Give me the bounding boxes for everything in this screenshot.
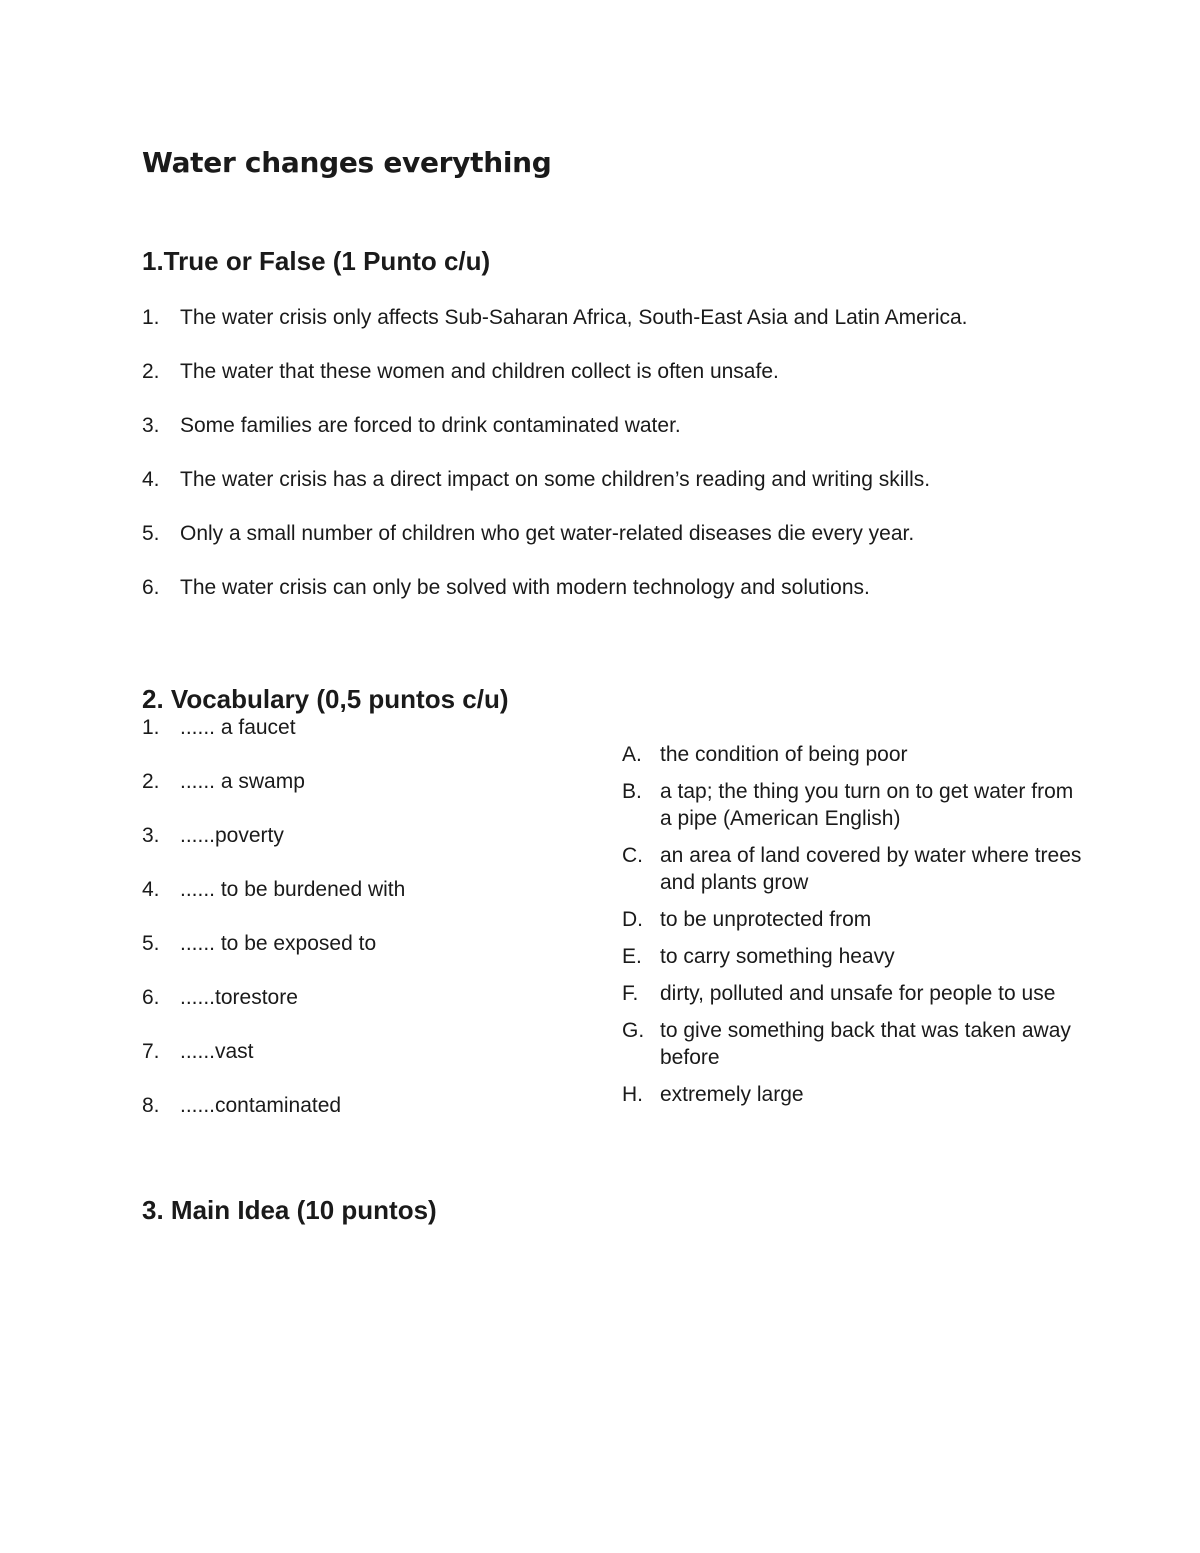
- page-title: Water changes everything: [142, 146, 552, 179]
- definition-letter: F.: [622, 982, 639, 1005]
- item-number: 2.: [142, 360, 160, 383]
- item-text: The water crisis has a direct impact on some children’s reading and writing skills.: [180, 468, 931, 491]
- definition-letter: B.: [622, 780, 642, 803]
- true-false-item: [142, 304, 1002, 331]
- vocabulary-term: [142, 1092, 562, 1119]
- term-text: ...... a swamp: [180, 770, 305, 793]
- item-number: 1.: [142, 306, 160, 329]
- definition-letter: G.: [622, 1019, 645, 1042]
- term-text: ...... to be burdened with: [180, 878, 406, 901]
- true-false-item: [142, 412, 1002, 439]
- term-number: 6.: [142, 986, 160, 1009]
- term-text: ...... a faucet: [180, 716, 296, 739]
- item-text: The water that these women and children collect is often unsafe.: [180, 360, 779, 383]
- term-number: 7.: [142, 1040, 160, 1063]
- term-text: ......poverty: [180, 824, 284, 847]
- vocabulary-term: [142, 930, 562, 957]
- definition-text: to give something back that was taken away before: [660, 1019, 1071, 1069]
- term-text: ...... to be exposed to: [180, 932, 377, 955]
- true-false-item: [142, 466, 1002, 493]
- definition-text: a tap; the thing you turn on to get water from a pipe (American English): [660, 780, 1074, 830]
- definition-letter: C.: [622, 844, 643, 867]
- vocabulary-definition: [622, 980, 1082, 1007]
- vocabulary-definition: [622, 842, 1082, 896]
- definition-text: dirty, polluted and unsafe for people to use: [660, 982, 1056, 1005]
- definition-letter: D.: [622, 908, 643, 931]
- term-number: 3.: [142, 824, 160, 847]
- definition-text: to carry something heavy: [660, 945, 895, 968]
- definition-text: an area of land covered by water where trees and plants grow: [660, 844, 1082, 894]
- vocabulary-term: [142, 984, 562, 1011]
- true-false-list: [142, 304, 1002, 628]
- term-number: 5.: [142, 932, 160, 955]
- definition-text: to be unprotected from: [660, 908, 872, 931]
- main-idea-heading: 3. Main Idea (10 puntos): [142, 1195, 437, 1225]
- vocabulary-definition: [622, 778, 1082, 832]
- term-number: 1.: [142, 716, 160, 739]
- vocabulary-term: [142, 822, 562, 849]
- definition-letter: H.: [622, 1083, 643, 1106]
- true-false-item: [142, 520, 1002, 547]
- item-number: 3.: [142, 414, 160, 437]
- vocabulary-definition: [622, 906, 1082, 933]
- vocabulary-definition: [622, 1017, 1082, 1071]
- vocabulary-definition: [622, 943, 1082, 970]
- term-text: ......contaminated: [180, 1094, 342, 1117]
- definition-text: the condition of being poor: [660, 743, 908, 766]
- item-number: 5.: [142, 522, 160, 545]
- item-text: The water crisis can only be solved with modern technology and solutions.: [180, 576, 870, 599]
- definition-letter: E.: [622, 945, 642, 968]
- item-text: Only a small number of children who get water-related diseases die every year.: [180, 522, 915, 545]
- term-text: ......torestore: [180, 986, 298, 1009]
- item-text: The water crisis only affects Sub-Saharan Africa, South-East Asia and Latin America.: [180, 306, 968, 329]
- definition-letter: A.: [622, 743, 642, 766]
- vocabulary-definition: [622, 741, 1082, 768]
- term-number: 4.: [142, 878, 160, 901]
- true-false-item: [142, 574, 1002, 601]
- term-number: 2.: [142, 770, 160, 793]
- item-text: Some families are forced to drink contaminated water.: [180, 414, 681, 437]
- vocabulary-term: [142, 1038, 562, 1065]
- true-false-item: [142, 358, 1002, 385]
- vocabulary-heading: 2. Vocabulary (0,5 puntos c/u): [142, 684, 509, 714]
- vocabulary-terms-list: [142, 714, 562, 1146]
- item-number: 4.: [142, 468, 160, 491]
- term-text: ......vast: [180, 1040, 254, 1063]
- vocabulary-term: [142, 768, 562, 795]
- vocabulary-term: [142, 876, 562, 903]
- term-number: 8.: [142, 1094, 160, 1117]
- vocabulary-definitions-list: [622, 741, 1082, 1118]
- definition-text: extremely large: [660, 1083, 804, 1106]
- item-number: 6.: [142, 576, 160, 599]
- vocabulary-definition: [622, 1081, 1082, 1108]
- vocabulary-term: [142, 714, 562, 741]
- true-false-heading: 1.True or False (1 Punto c/u): [142, 246, 491, 276]
